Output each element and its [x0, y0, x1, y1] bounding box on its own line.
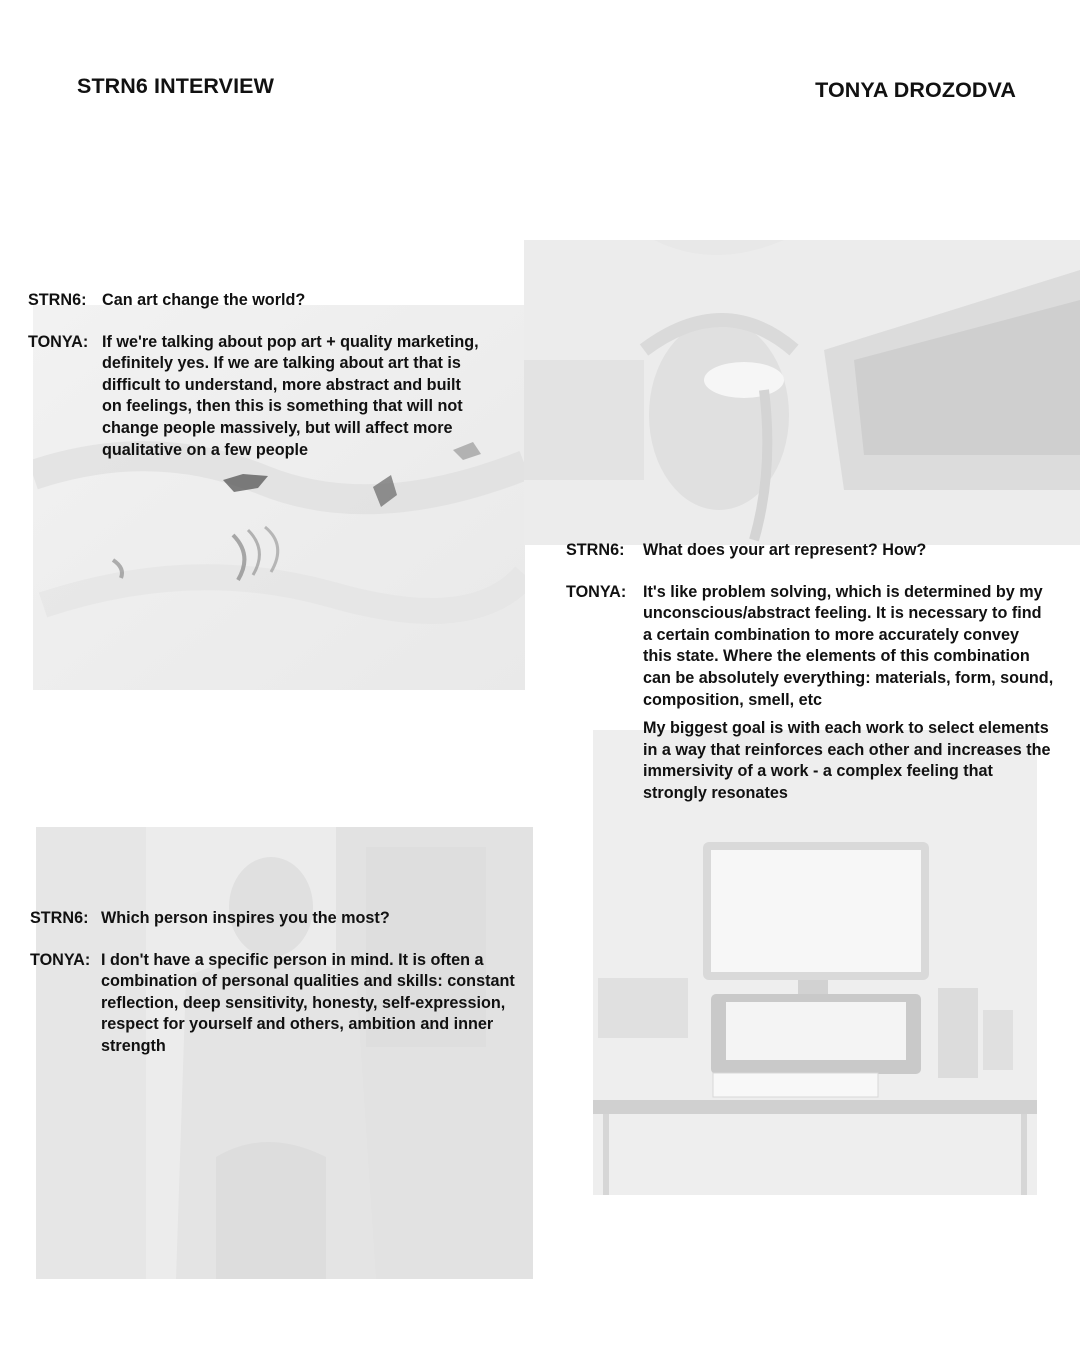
answer-line: a certain combination to more accurately convey	[643, 625, 1020, 644]
answer-line: If we're talking about pop art + quality marketing,	[102, 332, 479, 351]
answer-line: It's like problem solving, which is determined by my	[643, 582, 1043, 601]
question-text: Which person inspires you the most?	[101, 909, 390, 927]
question-text: What does your art represent? How?	[643, 541, 927, 559]
artist-portrait-photo	[524, 240, 1080, 545]
answer-line: this state. Where the elements of this combination	[643, 647, 1030, 666]
artist-name-title: TONYA DROZODVA	[815, 78, 1016, 102]
answer-line: in a way that reinforces each other and increases the	[643, 740, 1051, 759]
answer-line: immersivity of a work - a complex feeling that	[643, 762, 993, 781]
question-text: Can art change the world?	[102, 291, 306, 309]
answer-line: strength	[101, 1036, 166, 1055]
answer-line: My biggest goal is with each work to select elements	[643, 719, 1049, 738]
question-speaker: STRN6:	[30, 909, 89, 927]
answer-line: I don't have a specific person in mind. It is often a	[101, 950, 484, 969]
answer-line: combination of personal qualities and skills: constant	[101, 972, 515, 991]
answer-speaker: TONYA:	[566, 582, 627, 601]
answer-line: qualitative on a few people	[102, 440, 308, 459]
answer-line: on feelings, then this is something that will not	[102, 397, 463, 416]
interview-title: STRN6 INTERVIEW	[77, 74, 275, 98]
question-speaker: STRN6:	[28, 291, 87, 309]
answer-text	[101, 950, 550, 1058]
answer-line: strongly resonates	[643, 783, 788, 802]
qa-block-1	[28, 290, 528, 461]
answer-line: change people massively, but will affect more	[102, 418, 453, 437]
answer-line: reflection, deep sensitivity, honesty, self-expression,	[101, 993, 506, 1012]
answer-text	[102, 332, 528, 462]
qa-block-3	[30, 908, 550, 1058]
answer-text	[643, 582, 1080, 805]
question-speaker: STRN6:	[566, 541, 625, 559]
answer-line: unconscious/abstract feeling. It is necessary to find	[643, 604, 1042, 623]
answer-line: can be absolutely everything: materials, form, sound,	[643, 668, 1054, 687]
qa-block-2	[566, 540, 1080, 805]
answer-line: definitely yes. If we are talking about art that is	[102, 354, 461, 373]
answer-line: difficult to understand, more abstract and built	[102, 375, 461, 394]
answer-line: respect for yourself and others, ambition and inner	[101, 1015, 494, 1034]
answer-speaker: TONYA:	[28, 332, 89, 351]
answer-line: composition, smell, etc	[643, 690, 823, 709]
answer-speaker: TONYA:	[30, 950, 91, 969]
